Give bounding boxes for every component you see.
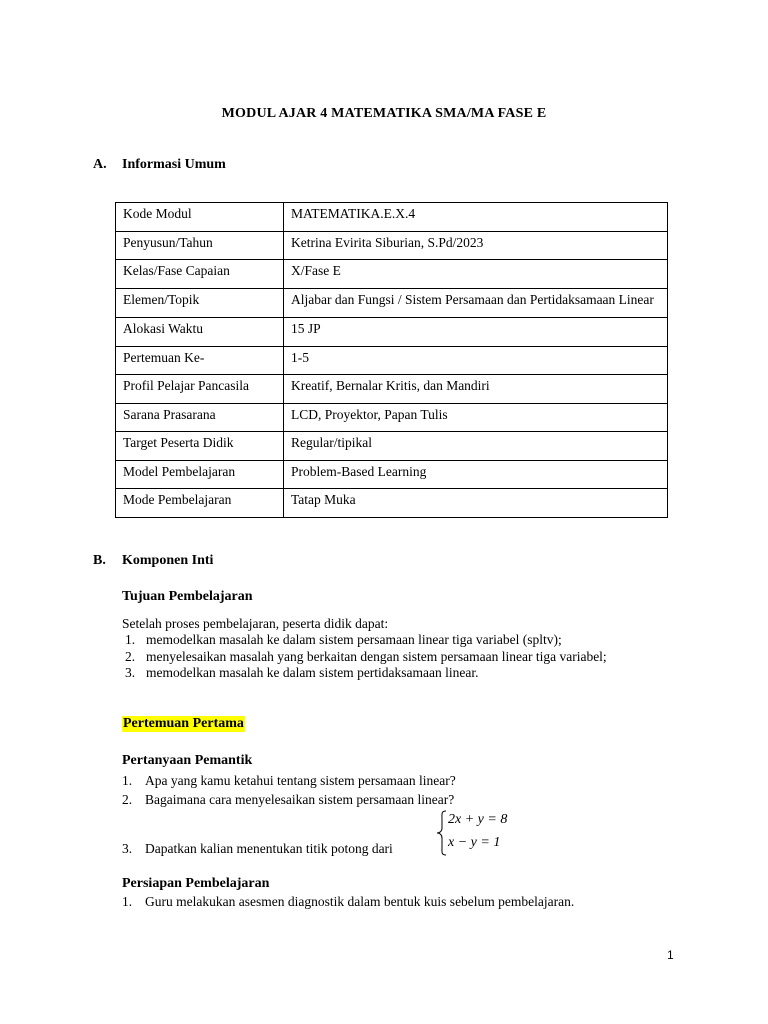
table-value: Tatap Muka [284,489,668,518]
table-value: Aljabar dan Fungsi / Sistem Persamaan dan Pertidaksamaan Linear [284,288,668,318]
table-row [116,403,668,432]
list-item-number: 2. [122,792,133,807]
table-row [116,318,668,347]
table-value: 1-5 [284,346,668,375]
table-value: LCD, Proyektor, Papan Tulis [284,403,668,432]
table-key: Profil Pelajar Pancasila [116,375,284,404]
table-value: Regular/tipikal [284,432,668,461]
list-item-text: Guru melakukan asesmen diagnostik dalam bentuk kuis sebelum pembelajaran. [145,894,575,909]
list-item-number: 3. [125,665,136,680]
list-item [122,791,454,808]
pemantik-heading: Pertanyaan Pemantik [122,753,253,768]
list-item [122,772,456,789]
list-item-text: memodelkan masalah ke dalam sistem pertidaksamaan linear. [146,665,479,680]
table-value: Kreatif, Bernalar Kritis, dan Mandiri [284,375,668,404]
table-key: Target Peserta Didik [116,432,284,461]
list-item-number: 2. [125,648,136,664]
section-a-heading [93,157,226,173]
list-item [122,665,675,682]
page-title: MODUL AJAR 4 MATEMATIKA SMA/MA FASE E [221,106,547,121]
page-number: 1 [667,948,674,962]
table-row [116,203,668,232]
list-item-number: 1. [125,632,136,647]
table-value: MATEMATIKA.E.X.4 [284,203,668,232]
list-item-text: menyelesaikan masalah yang berkaitan dengan sistem persamaan linear tiga variabel; [146,648,607,664]
list-item-text: Bagaimana cara menyelesaikan sistem persamaan linear? [145,792,455,807]
table-key: Kelas/Fase Capaian [116,260,284,289]
table-row [116,375,668,404]
list-item-text: memodelkan masalah ke dalam sistem persamaan linear tiga variabel (spltv); [146,632,562,647]
section-a-letter: A. [93,157,107,172]
table-row [116,432,668,461]
table-row [116,231,668,260]
equation-system [436,810,546,856]
tujuan-list [122,632,675,682]
list-item [122,632,675,649]
equation-1: 2x + y = 8 [448,812,508,827]
list-item-text: Apa yang kamu ketahui tentang sistem persamaan linear? [145,773,456,788]
table-row [116,346,668,375]
table-key: Model Pembelajaran [116,460,284,489]
curly-brace-icon [436,810,448,856]
pertemuan-heading: Pertemuan Pertama [123,716,244,731]
table-row [116,460,668,489]
tujuan-heading: Tujuan Pembelajaran [122,589,253,604]
tujuan-intro: Setelah proses pembelajaran, peserta didik dapat: [122,616,389,631]
list-item [122,893,574,910]
section-b-heading [93,553,213,569]
table-row [116,489,668,518]
list-item-number: 1. [122,773,133,788]
table-value: X/Fase E [284,260,668,289]
table-key: Mode Pembelajaran [116,489,284,518]
table-row [116,260,668,289]
table-value: Ketrina Evirita Siburian, S.Pd/2023 [284,231,668,260]
list-item [122,649,675,666]
table-row [116,288,668,318]
table-key: Elemen/Topik [116,288,284,318]
table-key: Pertemuan Ke- [116,346,284,375]
section-b-letter: B. [93,553,106,568]
table-key: Penyusun/Tahun [116,231,284,260]
table-value: Problem-Based Learning [284,460,668,489]
table-key: Kode Modul [116,203,284,232]
persiapan-heading: Persiapan Pembelajaran [122,876,270,891]
section-a-title: Informasi Umum [122,157,226,172]
section-b-title: Komponen Inti [122,553,214,568]
list-item-number: 1. [122,894,133,909]
list-item-number: 3. [122,841,133,856]
info-table [115,202,668,518]
table-key: Alokasi Waktu [116,318,284,347]
list-item [122,840,393,857]
table-key: Sarana Prasarana [116,403,284,432]
list-item-text: Dapatkan kalian menentukan titik potong dari [145,841,393,856]
table-value: 15 JP [284,318,668,347]
equation-2: x − y = 1 [448,835,501,850]
